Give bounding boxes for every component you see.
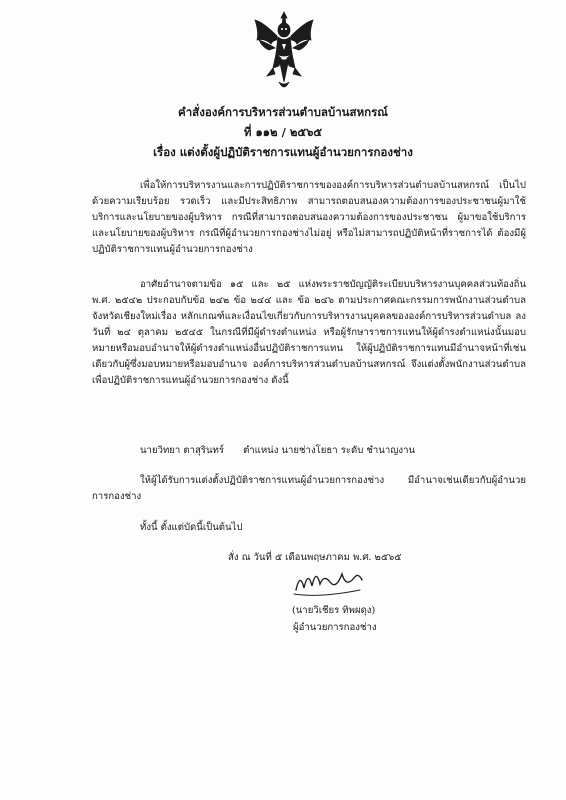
appointee-line [140, 443, 415, 458]
body-paragraph-3: ให้ผู้ได้รับการแต่งตั้งปฏิบัติราชการแทนผู้อำนวยการกองช่าง มีอำนาจเช่นเดียวกับผู้อำนวยการกองช่าง [92, 475, 526, 502]
body-paragraph-2: อาศัยอำนาจตามข้อ ๑๕ และ ๒๕ แห่งพระราชบัญญัติระเบียบบริหารงานบุคคลส่วนท้องถิ่น พ.ศ. ๒๕๔๒ ประกอบกับข้อ ๒๔๒ ข้อ ๒๔๔ และ ข้อ ๒๔๖ ตามประกาศคณะกรรมการพนักงานส่วนตำบลจังหวัดเชียงใหม่เรื่อง หลักเกณฑ์และเงื่อนไขเกี่ยวกับการบริหารงานบุคคลขององค์การบริหารส่วนตำบล ลงวันที่ ๒๔ ตุลาคม ๒๕๔๕ ในกรณีที่มีผู้ดำรงตำแหน่ง หรือผู้รักษาราชการแทนให้ผู้ดำรงตำแหน่งนั้นมอบหมายหรือมอบอำนาจให้ผู้ดำรงตำแหน่งอื่นปฏิบัติราชการแทน ให้ผู้ปฏิบัติราชการแทนมีอำนาจหน้าที่เช่นเดียวกับผู้ซึ่งมอบหมายหรือมอบอำนาจ องค์การบริหารส่วนตำบลบ้านสหกรณ์ จึงแต่งตั้งพนักงานส่วนตำบล เพื่อปฏิบัติราชการแทนผู้อำนวยการกองช่าง ดังนี้ [92, 279, 526, 386]
body-paragraph-1: เพื่อให้การบริหารงานและการปฏิบัติราชการขององค์การบริหารส่วนตำบลบ้านสหกรณ์ เป็นไปด้วยความเรียบร้อย รวดเร็ว และมีประสิทธิภาพ สามารถตอบสนองความต้องการของประชาชนผู้มาใช้บริการและนโยบายของผู้บริหาร กรณีที่สามารถตอบสนองความต้องการของประชาชน ผู้มาขอใช้บริการ และนโยบายของผู้บริหาร กรณีที่ผู้อำนวยการกองช่างไม่อยู่ หรือไม่สามารถปฏิบัติหน้าที่ราชการได้ ต้องมีผู้ปฏิบัติราชการแทนผู้อำนวยการกองช่าง [92, 180, 526, 255]
garuda-emblem-icon [253, 10, 315, 94]
order-subject: เรื่อง แต่งตั้งผู้ปฏิบัติราชการแทนผู้อำนวยการกองช่าง [153, 145, 413, 159]
effective-clause: ทั้งนี้ ตั้งแต่บัดนี้เป็นต้นไป [140, 522, 243, 533]
signatory-position: ผู้อำนวยการกองช่าง [293, 622, 377, 633]
appointee-position: ตำแหน่ง นายช่างโยธา ระดับ ชำนาญงาน [243, 445, 416, 456]
order-number: ที่ ๑๑๒ / ๒๕๖๕ [243, 125, 323, 139]
order-title: คำสั่งองค์การบริหารส่วนตำบลบ้านสหกรณ์ [178, 105, 388, 119]
appointee-name: นายวิทยา ตาสุรินทร์ [140, 445, 224, 456]
signatory-name: (นายวิเชียร ทิพผดุง) [292, 605, 376, 616]
ordered-date: สั่ง ณ วันที่ ๕ เดือนพฤษภาคม พ.ศ. ๒๕๖๕ [228, 552, 402, 563]
handwritten-signature [290, 560, 370, 600]
